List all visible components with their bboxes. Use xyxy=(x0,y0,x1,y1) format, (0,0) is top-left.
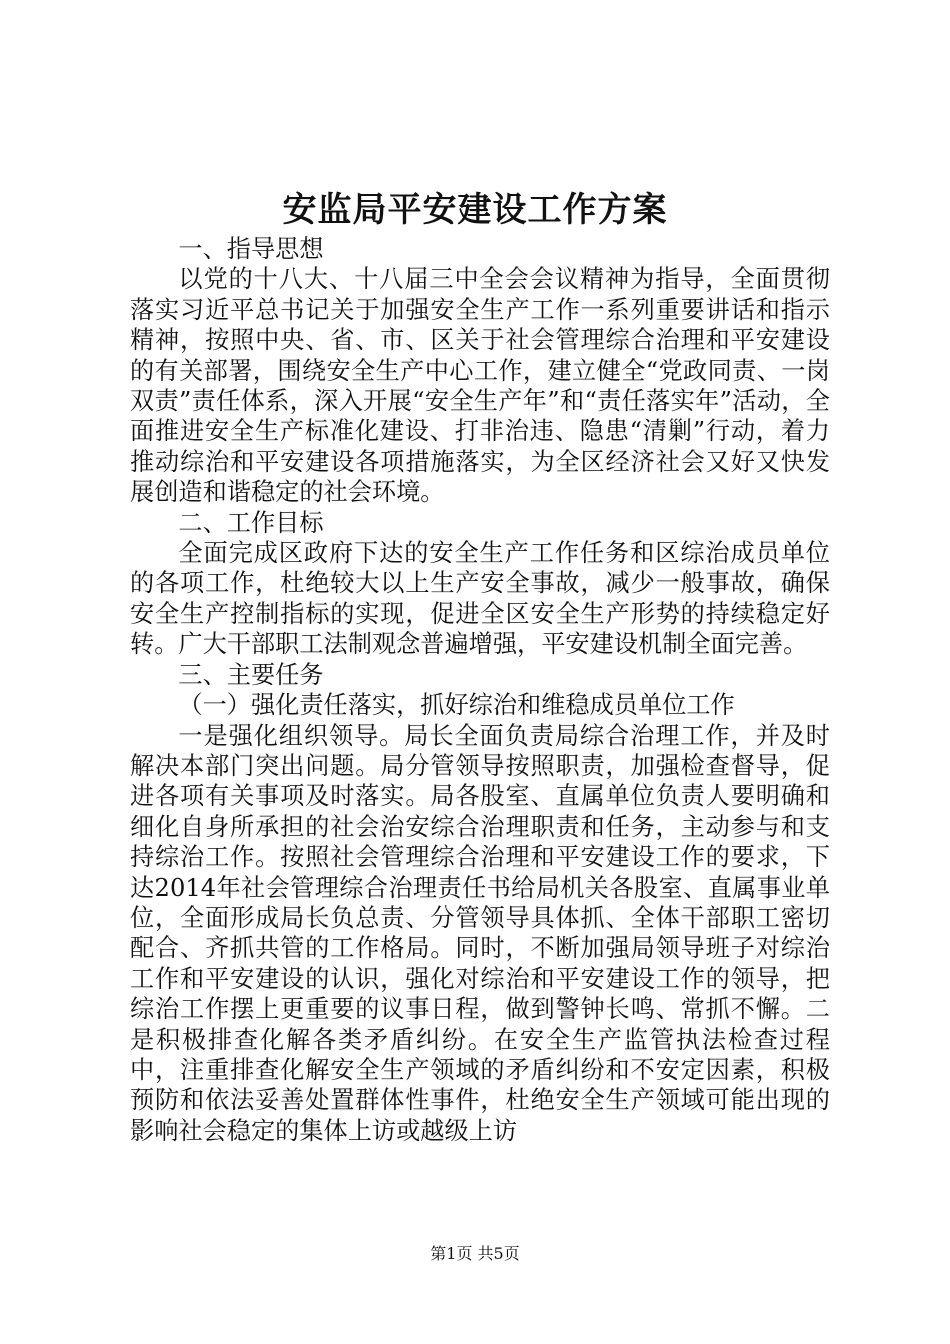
section-heading-main-tasks: 三、主要任务 xyxy=(178,660,324,689)
section-heading-work-goals: 二、工作目标 xyxy=(178,508,324,537)
paragraph-responsibility: 一是强化组织领导。局长全面负责局综合治理工作，并及时解决本部门突出问题。局分管领导按照职责，加强检查督导，促进各项有关事项及时落实。局各股室、直属单位负责人要明确和细化自身所承担的社会治安综合治理职责和任务，主动参与和支持综治工作。按照社会管理综合治理和平安建设工作的要求，下达2014年社会管理综合治理责任书给局机关各股室、直属事业单位，全面形成局长负总责、分管领导具体抓、全体干部职工密切配合、齐抓共管的工作格局。同时，不断加强局领导班子对综治工作和平安建设的认识，强化对综治和平安建设工作的领导，把综治工作摆上更重要的议事日程，做到警钟长鸣、常抓不懈。二是积极排查化解各类矛盾纠纷。在安全生产监管执法检查过程中，注重排查化解安全生产领域的矛盾纠纷和不安定因素，积极预防和依法妥善处置群体性事件，杜绝安全生产领域可能出现的影响社会稳定的集体上访或越级上访 xyxy=(130,721,830,1145)
page-number-footer: 第1页 共5页 xyxy=(430,1244,520,1263)
paragraph-guiding-thought: 以党的十八大、十八届三中全会会议精神为指导，全面贯彻落实习近平总书记关于加强安全生产工作一系列重要讲话和指示精神，按照中央、省、市、区关于社会管理综合治理和平安建设的有关部署，围绕安全生产中心工作，建立健全“党政同责、一岗双责”责任体系，深入开展“安全生产年”和“责任落实年”活动，全面推进安全生产标准化建设、打非治违、隐患“清剿”行动，着力推动综治和平安建设各项措施落实，为全区经济社会又好又快发展创造和谐稳定的社会环境。 xyxy=(130,265,830,507)
document-title: 安监局平安建设工作方案 xyxy=(282,190,668,230)
section-heading-guiding-thought: 一、指导思想 xyxy=(178,235,324,263)
paragraph-work-goals: 全面完成区政府下达的安全生产工作任务和区综治成员单位的各项工作，杜绝较大以上生产安全事故，减少一般事故，确保安全生产控制指标的实现，促进全区安全生产形势的持续稳定好转。广大干部职工法制观念普遍增强，平安建设机制全面完善。 xyxy=(130,539,830,659)
subsection-heading-responsibility: （一）强化责任落实，抓好综治和维稳成员单位工作 xyxy=(178,691,735,720)
document-body xyxy=(130,234,830,1146)
